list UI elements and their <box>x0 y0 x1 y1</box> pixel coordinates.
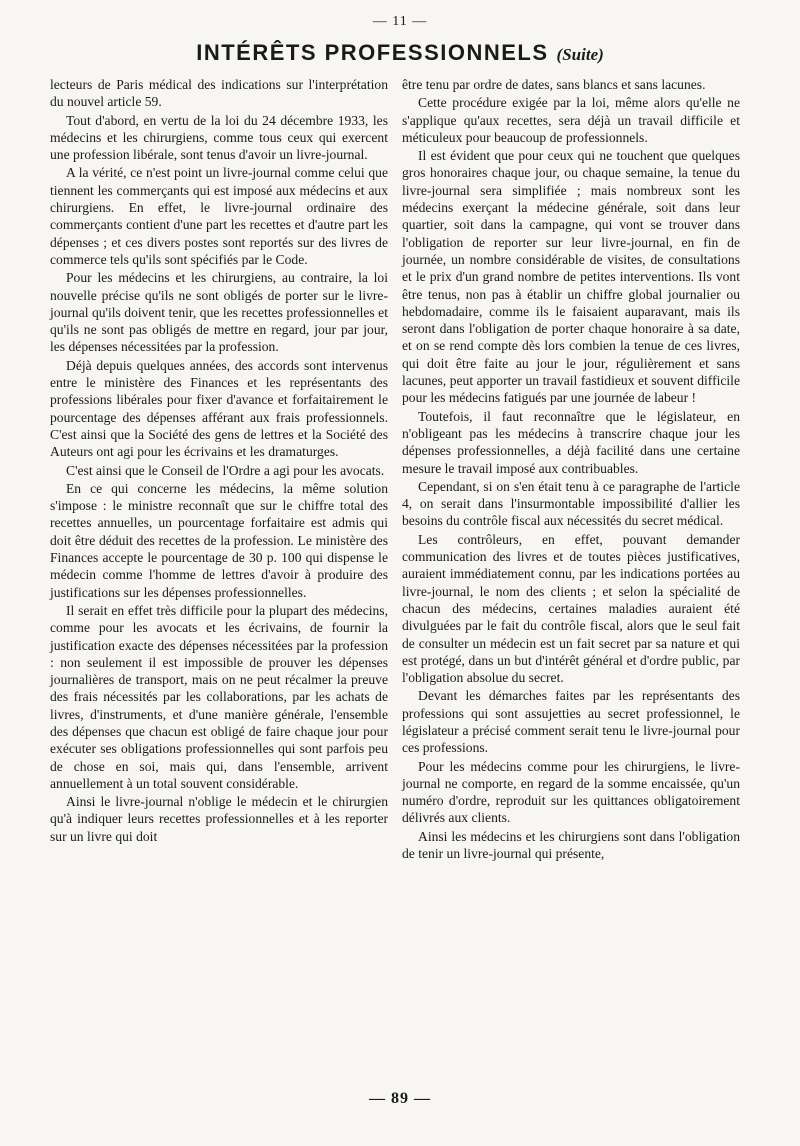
paragraph: Il serait en effet très difficile pour la plupart des médecins, comme pour les avocats et les écrivains, de fournir la justification exacte des dépenses nécessitées par la profession : non seulement il est impossible de prouver les dépenses journalières de transport, mais on ne peut récalmer la preuve des frais nécessités par les collaborations, par les achats de livres, d'instruments, et d'une manière générale, l'ensemble des dépenses que chacun est obligé de faire chaque jour pour exécuter ses obligations professionnelles qui sont parfois peu de chose en soi, mais qui, dans l'ensemble, arrivent annuellement à un total souvent considérable. <box>50 602 388 791</box>
paragraph: En ce qui concerne les médecins, la même solution s'impose : le ministre reconnaît que sur le chiffre total des recettes annuelles, un pourcentage forfaitaire est admis qui doit être déduit des recettes de la profession. Le ministère des Finances accepte le pourcentage de 30 p. 100 qui dispense le médecin comme l'homme de lettres d'avoir à produire des justifications sur les dépenses professionnelles. <box>50 480 388 600</box>
paragraph: Cette procédure exigée par la loi, même alors qu'elle ne s'applique qu'aux recettes, sera déjà un travail difficile et méticuleux pour beaucoup de professionnels. <box>402 95 740 145</box>
paragraph: Pour les médecins comme pour les chirurgiens, le livre-journal ne comporte, en regard de la somme encaissée, qu'un numéro d'ordre, reproduit sur les quittances obligatoirement délivrés aux clients. <box>402 758 740 826</box>
bottom-page-number: — 89 — <box>369 1090 431 1107</box>
paragraph: Devant les démarches faites par les représentants des professions qui sont assujetties au secret professionnel, le législateur a précisé comment serait tenu le livre-journal pour ces professions. <box>402 688 740 756</box>
paragraph: A la vérité, ce n'est point un livre-journal comme celui que tiennent les commerçants qui est imposé aux médecins et aux chirurgiens. En effet, le livre-journal ordinaire des commerçants contient d'une part les recettes et d'autre part les dépenses ; et ces divers postes sont reportés sur des livres de commerce tels qu'ils sont spécifiés par le Code. <box>50 165 388 267</box>
right-column <box>402 76 740 862</box>
paragraph: Pour les médecins et les chirurgiens, au contraire, la loi nouvelle précise qu'ils ne sont obligés de porter sur le livre-journal qu'ils doivent tenir, que les recettes professionnelles et qu'ils ne sont pas obligés de mettre en regard, jour par jour, les dépenses nécessitées par la profession. <box>50 270 388 355</box>
paragraph: Déjà depuis quelques années, des accords sont intervenus entre le ministère des Finances et les représentants des professions libérales pour fixer d'avance et forfaitairement le pourcentage des dépenses afférant aux frais professionnels. C'est ainsi que la Société des gens de lettres et la Société des Auteurs ont agi pour les écrivains et les dramaturges. <box>50 357 388 460</box>
article-body <box>50 76 740 862</box>
paragraph: Les contrôleurs, en effet, pouvant demander communication des livres et de toutes pièces justificatives, auraient immédiatement connu, par les indications portées au livre-journal, le nom des clients ; et selon la spécialité de chacun des médecins, certaines maladies auraient été divulguées par le fait du contrôle fiscal, alors que le seul fait de consulter un médecin est un fait secret par sa nature et qui est protégé, dans un but d'intérêt général et d'ordre public, par l'obligation absolue du secret. <box>402 531 740 686</box>
top-page-number: — 11 — <box>372 14 428 29</box>
paragraph: Ainsi les médecins et les chirurgiens sont dans l'obligation de tenir un livre-journal qui présente, <box>402 828 740 862</box>
paragraph: Tout d'abord, en vertu de la loi du 24 décembre 1933, les médecins et les chirurgiens, comme tous ceux qui exercent une profession libérale, sont tenus d'avoir un livre-journal. <box>50 112 388 163</box>
section-header <box>0 40 800 66</box>
section-title: INTÉRÊTS PROFESSIONNELS <box>196 40 549 65</box>
paragraph: Cependant, si on s'en était tenu à ce paragraphe de l'article 4, on serait dans l'insurmontable impossibilité d'allier les besoins du contrôle fiscal aux nécessités du secret médical. <box>402 478 740 529</box>
paragraph: être tenu par ordre de dates, sans blancs et sans lacunes. <box>402 77 706 92</box>
left-column <box>50 76 388 862</box>
paragraph: Il est évident que pour ceux qui ne touchent que quelques gros honoraires chaque jour, ou chaque semaine, la tenue du livre-journal sera simplifiée ; mais nombreux sont les médecins exerçant la médecine générale, soit dans leur quartier, soit dans la campagne, qui vont se trouver dans l'obligation de reporter sur leur livre-journal, en fin de journée, un nombre considérable de visites, de consultations et le prix d'un grand nombre de petites interventions. Ils vont être tenus, non pas à établir un chiffre global journalier ou hebdomadaire, comme ils le faisaient auparavant, mais ils seront dans l'obligation de porter chaque honoraire à sa date, et on se rend compte dès lors combien la tenue de ces livres, qui doit être faite au jour le jour, régulièrement et sans lacunes, peut apporter un travail fastidieux et souvent difficile pour les médecins fatigués par une journée de labeur ! <box>402 148 740 406</box>
paragraph: C'est ainsi que le Conseil de l'Ordre a agi pour les avocats. <box>66 462 385 478</box>
paragraph: Ainsi le livre-journal n'oblige le médecin et le chirurgien qu'à indiquer leurs recettes professionnelles et à les reporter sur un livre qui doit <box>50 794 388 844</box>
paragraph: Toutefois, il faut reconnaître que le législateur, en n'obligeant pas les médecins à transcrire chaque jour les dépenses professionnelles, a déjà facilité dans une certaine mesure le travail imposé aux contribuables. <box>402 408 740 476</box>
paragraph: lecteurs de Paris médical des indications sur l'interprétation du nouvel article 59. <box>50 77 388 110</box>
section-suite-label: (Suite) <box>556 45 604 64</box>
